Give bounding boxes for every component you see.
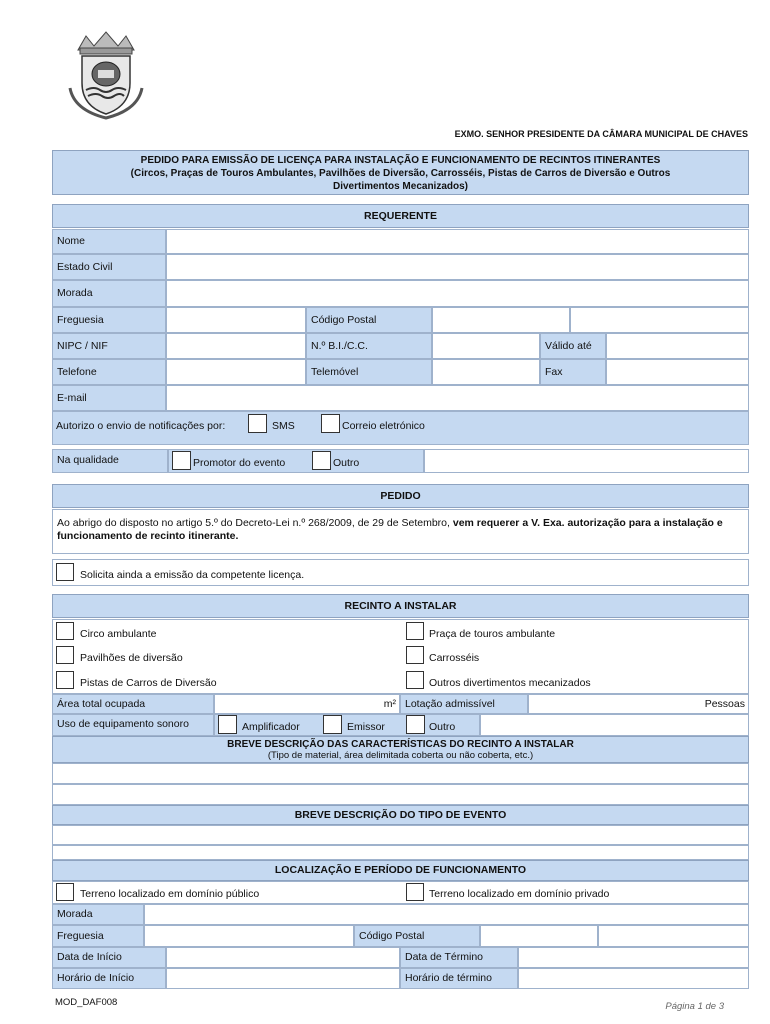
pedido-text-normal: Ao abrigo do disposto no artigo 5.º do Decreto-Lei n.º 268/2009, de 29 de Setembro, [57, 517, 453, 529]
telefone-field[interactable] [166, 359, 306, 385]
correio-label: Correio eletrónico [342, 420, 425, 432]
sms-label: SMS [272, 420, 295, 432]
loc-freguesia-label: Freguesia [52, 925, 144, 947]
breve-recinto-line-1[interactable] [52, 763, 749, 784]
horario-inicio-label: Horário de Início [52, 968, 166, 989]
data-termino-field[interactable] [518, 947, 749, 968]
breve-recinto-title: BREVE DESCRIÇÃO DAS CARACTERÍSTICAS DO RECINTO A INSTALAR [227, 739, 574, 750]
carrosseis-label: Carrosséis [429, 652, 480, 664]
morada-label: Morada [52, 280, 166, 307]
solicita-checkbox[interactable] [56, 563, 74, 581]
horario-termino-label: Horário de término [400, 968, 518, 989]
page-number: Página 1 de 3 [665, 1001, 724, 1012]
telefone-label: Telefone [52, 359, 166, 385]
estado-civil-field[interactable] [166, 254, 749, 280]
form-title-line2: (Circos, Praças de Touros Ambulantes, Pavilhões de Diversão, Carrosséis, Pistas de Carros de Diversão e Outros [130, 168, 671, 179]
form-title [52, 150, 749, 195]
lotacao-field[interactable] [528, 694, 749, 714]
freguesia-field[interactable] [166, 307, 306, 333]
uso-outro-label: Outro [429, 721, 456, 733]
loc-morada-field[interactable] [144, 904, 749, 925]
carrosseis-checkbox[interactable] [406, 646, 424, 664]
praca-checkbox[interactable] [406, 622, 424, 640]
outros-label: Outros divertimentos mecanizados [429, 677, 591, 689]
pedido-text-bold-2: instalação e funcionamento de recinto itinerante. [57, 517, 723, 542]
municipal-crest-logo [60, 28, 152, 120]
circo-checkbox[interactable] [56, 622, 74, 640]
codigo-postal-label: Código Postal [306, 307, 432, 333]
section-breve-evento-header: BREVE DESCRIÇÃO DO TIPO DE EVENTO [52, 805, 749, 825]
uso-label: Uso de equipamento sonoro [52, 714, 214, 736]
form-code: MOD_DAF008 [55, 997, 118, 1008]
pedido-text-bold-1: vem requerer a V. Exa. autorização para a [452, 517, 660, 529]
section-recinto-header: RECINTO A INSTALAR [52, 594, 749, 618]
breve-recinto-subtitle: (Tipo de material, área delimitada coberta ou não coberta, etc.) [267, 750, 534, 761]
fax-label: Fax [540, 359, 606, 385]
freguesia-label: Freguesia [52, 307, 166, 333]
horario-inicio-field[interactable] [166, 968, 400, 989]
circo-label: Circo ambulante [80, 628, 157, 640]
bi-label: N.º B.I./C.C. [306, 333, 432, 359]
section-breve-recinto-header [52, 736, 749, 763]
loc-codigo-postal-label: Código Postal [354, 925, 480, 947]
loc-morada-label: Morada [52, 904, 144, 925]
solicita-label: Solicita ainda a emissão da competente licença. [80, 569, 305, 581]
outros-checkbox[interactable] [406, 671, 424, 689]
qualidade-outro-label: Outro [333, 457, 360, 469]
nome-field[interactable] [166, 229, 749, 254]
telemovel-field[interactable] [432, 359, 540, 385]
m2-unit: m² [383, 698, 396, 710]
sms-checkbox[interactable] [248, 414, 267, 433]
autorizo-label: Autorizo o envio de notificações por: [56, 420, 226, 432]
section-localizacao-header: LOCALIZAÇÃO E PERÍODO DE FUNCIONAMENTO [52, 860, 749, 881]
loc-freguesia-field[interactable] [144, 925, 354, 947]
qualidade-outro-checkbox[interactable] [312, 451, 331, 470]
breve-evento-line-1[interactable] [52, 825, 749, 845]
pedido-text [52, 509, 749, 554]
pavilhoes-checkbox[interactable] [56, 646, 74, 664]
estado-civil-label: Estado Civil [52, 254, 166, 280]
section-pedido-header: PEDIDO [52, 484, 749, 508]
pistas-label: Pistas de Carros de Diversão [80, 677, 217, 689]
morada-field[interactable] [166, 280, 749, 307]
form-title-line1: PEDIDO PARA EMISSÃO DE LICENÇA PARA INSTALAÇÃO E FUNCIONAMENTO DE RECINTOS ITINERANTES [140, 155, 661, 166]
pistas-checkbox[interactable] [56, 671, 74, 689]
area-field[interactable] [214, 694, 400, 714]
bi-field[interactable] [432, 333, 540, 359]
praca-label: Praça de touros ambulante [429, 628, 556, 640]
fax-field[interactable] [606, 359, 749, 385]
section-requerente-header: REQUERENTE [52, 204, 749, 228]
qualidade-outro-field[interactable] [424, 449, 749, 473]
valido-field[interactable] [606, 333, 749, 359]
codigo-postal-field[interactable] [432, 307, 570, 333]
promotor-checkbox[interactable] [172, 451, 191, 470]
amplificador-checkbox[interactable] [218, 715, 237, 734]
data-inicio-field[interactable] [166, 947, 400, 968]
breve-recinto-line-2[interactable] [52, 784, 749, 805]
nipc-label: NIPC / NIF [52, 333, 166, 359]
lotacao-label: Lotação admissível [400, 694, 528, 714]
codigo-postal-extension-field[interactable] [570, 307, 749, 333]
data-inicio-label: Data de Início [52, 947, 166, 968]
emissor-label: Emissor [347, 721, 385, 733]
loc-codigo-postal-extension-field[interactable] [598, 925, 749, 947]
pavilhoes-label: Pavilhões de diversão [80, 652, 183, 664]
email-field[interactable] [166, 385, 749, 411]
email-label: E-mail [52, 385, 166, 411]
correio-checkbox[interactable] [321, 414, 340, 433]
breve-evento-line-2[interactable] [52, 845, 749, 860]
promotor-label: Promotor do evento [193, 457, 286, 469]
data-termino-label: Data de Término [400, 947, 518, 968]
loc-codigo-postal-field[interactable] [480, 925, 598, 947]
horario-termino-field[interactable] [518, 968, 749, 989]
qualidade-label: Na qualidade [52, 449, 168, 473]
uso-outro-field[interactable] [480, 714, 749, 736]
valido-label: Válido até [540, 333, 606, 359]
privado-checkbox[interactable] [406, 883, 424, 901]
privado-label: Terreno localizado em domínio privado [429, 888, 610, 900]
publico-label: Terreno localizado em domínio público [80, 888, 260, 900]
form-title-line3: Divertimentos Mecanizados) [332, 181, 469, 192]
nome-label: Nome [52, 229, 166, 254]
uso-outro-checkbox[interactable] [406, 715, 425, 734]
addressee: EXMO. SENHOR PRESIDENTE DA CÂMARA MUNICIPAL DE CHAVES [454, 129, 748, 139]
emissor-checkbox[interactable] [323, 715, 342, 734]
publico-checkbox[interactable] [56, 883, 74, 901]
nipc-field[interactable] [166, 333, 306, 359]
amplificador-label: Amplificador [242, 721, 300, 733]
telemovel-label: Telemóvel [306, 359, 432, 385]
area-label: Área total ocupada [52, 694, 214, 714]
pessoas-unit: Pessoas [704, 698, 745, 710]
